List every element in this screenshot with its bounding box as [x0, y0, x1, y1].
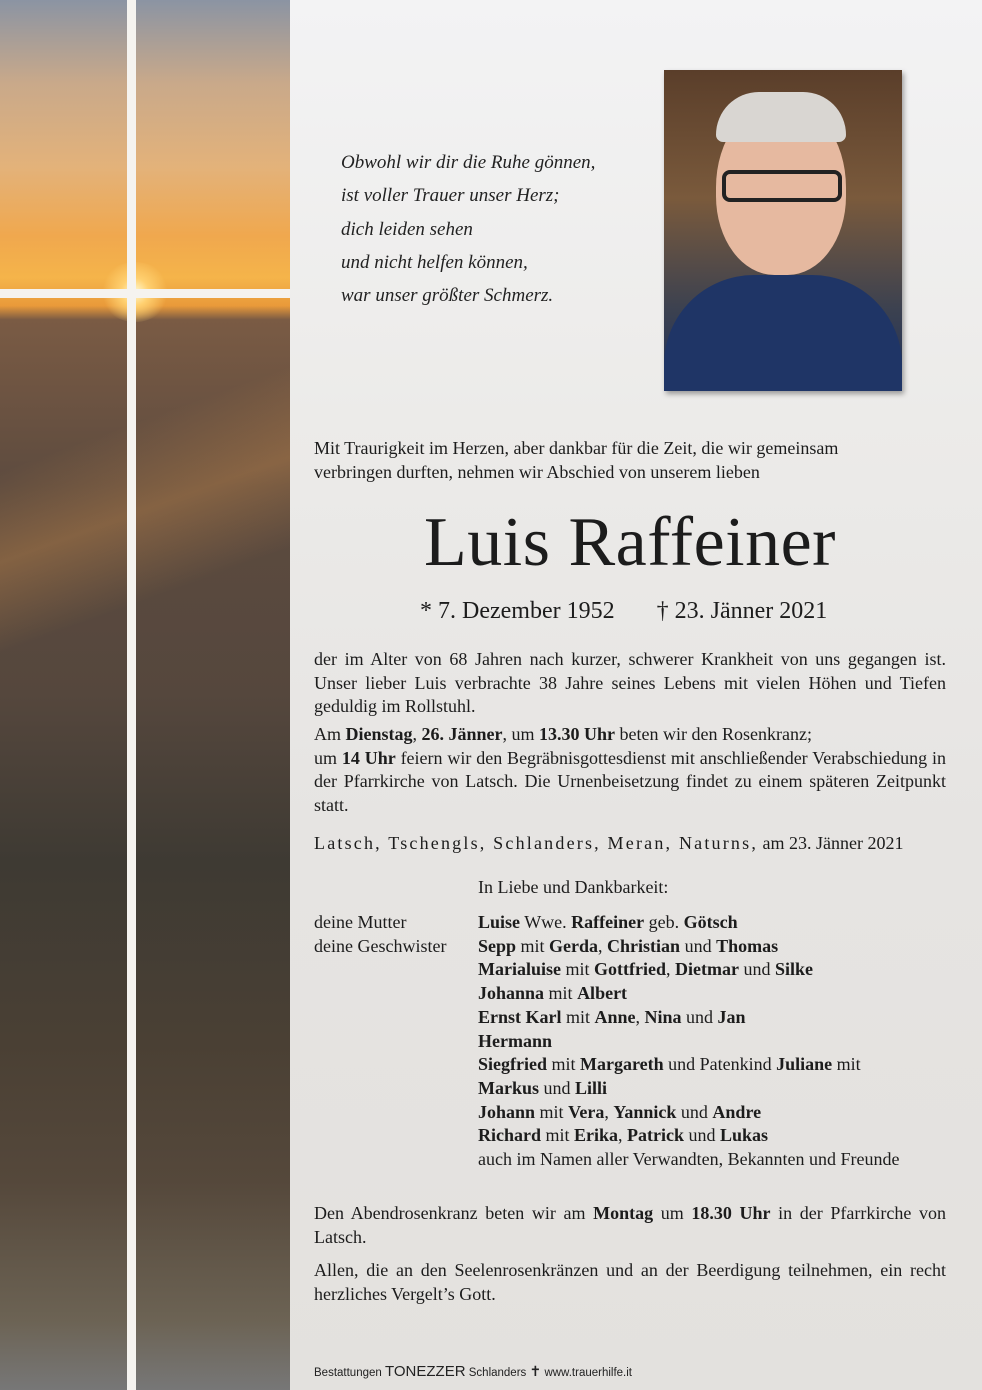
text: Am: [314, 724, 346, 744]
bold-text: Götsch: [683, 912, 738, 932]
relation-label: [314, 1124, 478, 1148]
relation-label: [314, 1006, 478, 1030]
birth-date: * 7. Dezember 1952: [420, 598, 615, 624]
bold-text: Erika: [574, 1125, 619, 1146]
family-row: [314, 1077, 900, 1101]
family-row: [314, 982, 900, 1006]
text: , um: [502, 724, 540, 744]
bold-text: Luise: [478, 912, 521, 932]
bold-text: Lukas: [720, 1125, 769, 1146]
bold-text: Markus: [478, 1077, 540, 1098]
text: um: [653, 1203, 692, 1223]
relation-label: [314, 1077, 478, 1101]
funeral-logo-icon: ✝: [529, 1363, 542, 1379]
relatives: [478, 1030, 552, 1054]
places: Latsch, Tschengls, Schlanders, Meran, Naturns,: [314, 833, 759, 853]
relatives: [478, 1101, 761, 1125]
cross-horizontal-bar: [0, 289, 290, 298]
text: Den Abendrosenkranz beten wir am: [314, 1203, 594, 1223]
text: ,: [412, 724, 422, 744]
intro-text: Mit Traurigkeit im Herzen, aber dankbar für die Zeit, die wir gemeinsam verbringen durften, nehmen wir Abschied von unserem lieben: [314, 438, 839, 482]
text: mit: [544, 983, 578, 1004]
death-date: † 23. Jänner 2021: [656, 598, 828, 624]
text: und: [681, 1006, 718, 1027]
relation-label: [314, 958, 478, 982]
bold-text: Vera: [568, 1101, 605, 1122]
family-row: [314, 1101, 900, 1125]
family-list: [314, 911, 900, 1172]
relatives: [478, 982, 627, 1006]
photo-hair: [716, 92, 846, 142]
bold-text: Siegfried: [478, 1054, 547, 1075]
place-date-line: [314, 832, 946, 856]
portrait-photo: [664, 70, 902, 391]
text: mit: [547, 1054, 581, 1075]
paragraph-2: [314, 723, 946, 817]
bold-text: Montag: [593, 1203, 654, 1223]
sun-rays: [0, 290, 290, 790]
bold-text: Johanna: [478, 983, 545, 1004]
text: mit: [516, 935, 550, 956]
bold-text: Anne: [594, 1006, 636, 1027]
footer: [314, 1363, 632, 1380]
bold-text: Christian: [607, 935, 681, 956]
relatives: [478, 1148, 900, 1172]
bold-text: Gerda: [549, 935, 599, 956]
paragraph-1: [314, 648, 946, 719]
text: um: [314, 747, 342, 768]
text: mit: [541, 1125, 575, 1146]
cross-vertical-bar: [127, 0, 136, 1390]
relatives: [478, 1124, 768, 1148]
text: Allen, die an den Seelenrosenkränzen und an der Beerdigung teilnehmen, ein recht herzliches Vergelt’s Gott.: [314, 1260, 946, 1304]
bold-text: Johann: [478, 1101, 536, 1122]
relation-label: [314, 1148, 478, 1172]
text: ,: [635, 1006, 645, 1027]
relation-label: [314, 1030, 478, 1054]
footer-prefix: Bestattungen: [314, 1367, 382, 1379]
deceased-name: Luis Raffeiner: [424, 504, 836, 581]
text: und: [738, 959, 775, 980]
family-row: [314, 958, 900, 982]
relation-label: deine Geschwister: [314, 935, 447, 956]
sunset-cross-image: [0, 0, 290, 1390]
text: und: [684, 1125, 721, 1146]
family-row: [314, 935, 900, 959]
text: mit: [832, 1054, 861, 1075]
bold-text: Yannick: [613, 1101, 677, 1122]
bold-text: Thomas: [716, 935, 779, 956]
text: mit: [561, 1006, 595, 1027]
poem-line: dich leiden sehen: [341, 218, 473, 240]
bold-text: Hermann: [478, 1030, 552, 1051]
bold-text: Gottfried: [594, 959, 666, 980]
bold-text: Ernst Karl: [478, 1006, 562, 1027]
relatives: [478, 1053, 861, 1077]
poem-line: und nicht helfen können,: [341, 251, 528, 273]
bold-text: Marialuise: [478, 959, 561, 980]
bold-text: 14 Uhr: [341, 747, 396, 768]
bold-text: Dienstag: [345, 724, 413, 744]
relatives: [478, 1077, 607, 1101]
text: auch im Namen aller Verwandten, Bekannten und Freunde: [478, 1149, 900, 1170]
footer-url: www.trauerhilfe.it: [544, 1367, 632, 1379]
text: und: [539, 1077, 576, 1098]
relation-label: [314, 1101, 478, 1125]
bold-text: Richard: [478, 1125, 541, 1146]
bold-text: 18.30 Uhr: [691, 1203, 771, 1223]
text: mit: [535, 1101, 569, 1122]
poem-line: war unser größter Schmerz.: [341, 285, 554, 307]
poem-line: ist voller Trauer unser Herz;: [341, 185, 560, 207]
text: ,: [598, 935, 608, 956]
text: in der Pfarrkirche von Latsch.: [314, 1203, 946, 1247]
text: beten wir den Rosenkranz;: [615, 724, 812, 744]
text: der im Alter von 68 Jahren nach kurzer, schwerer Krankheit von uns gegangen ist. Unser lieber Luis verbrachte 38 Jahre seines Lebens mit vielen Höhen und Tiefen geduldig im Rollstuhl.: [314, 649, 946, 716]
bold-text: Jan: [717, 1006, 746, 1027]
relation-label: deine Mutter: [314, 912, 407, 932]
text: Wwe.: [520, 912, 572, 932]
love-line: In Liebe und Dankbarkeit:: [478, 877, 669, 897]
relatives: [478, 958, 813, 982]
memorial-poem: [341, 146, 595, 312]
bold-text: Margareth: [580, 1054, 664, 1075]
text: ,: [666, 959, 675, 980]
text: mit: [561, 959, 595, 980]
relation-label: [314, 1053, 478, 1077]
bold-text: Silke: [774, 959, 813, 980]
family-row: [314, 1124, 900, 1148]
life-dates: [420, 598, 827, 625]
relatives: [478, 935, 778, 959]
bold-text: Dietmar: [675, 959, 739, 980]
text: feiern wir den Begräbnisgottesdienst mit anschließender Verabschiedung in der Pfarrkirche von Latsch. Die Urnenbeisetzung findet zu einem späteren Zeitpunkt statt.: [314, 747, 947, 815]
poem-line: Obwohl wir dir die Ruhe gönnen,: [341, 152, 596, 173]
text: und: [676, 1101, 713, 1122]
text: und: [680, 935, 717, 956]
date: am 23. Jänner 2021: [762, 833, 904, 853]
bold-text: Lilli: [575, 1077, 608, 1098]
bold-text: Juliane: [776, 1054, 833, 1075]
bold-text: Raffeiner: [571, 912, 645, 932]
bold-text: Albert: [577, 983, 628, 1004]
photo-glasses: [722, 170, 842, 202]
family-row: [314, 1148, 900, 1172]
bold-text: Andre: [712, 1101, 762, 1122]
relation-label: [314, 982, 478, 1006]
bold-text: 26. Jänner: [421, 724, 503, 744]
family-row: [314, 1053, 900, 1077]
bold-text: Nina: [644, 1006, 682, 1027]
bold-text: Patrick: [627, 1125, 685, 1146]
photo-body: [664, 275, 902, 391]
relatives: [478, 1006, 746, 1030]
text: ,: [604, 1101, 614, 1122]
bold-text: Sepp: [478, 935, 517, 956]
text: und Patenkind: [663, 1054, 777, 1075]
footer-brand: TONEZZER: [384, 1363, 466, 1380]
family-row: [314, 911, 900, 935]
paragraph-3: [314, 1202, 946, 1249]
bold-text: 13.30 Uhr: [539, 724, 616, 744]
text: ,: [618, 1125, 628, 1146]
family-row: [314, 1030, 900, 1054]
text: geb.: [644, 912, 684, 932]
footer-town: Schlanders: [468, 1367, 527, 1379]
relatives: [478, 911, 738, 935]
family-row: [314, 1006, 900, 1030]
paragraph-4: [314, 1259, 946, 1306]
